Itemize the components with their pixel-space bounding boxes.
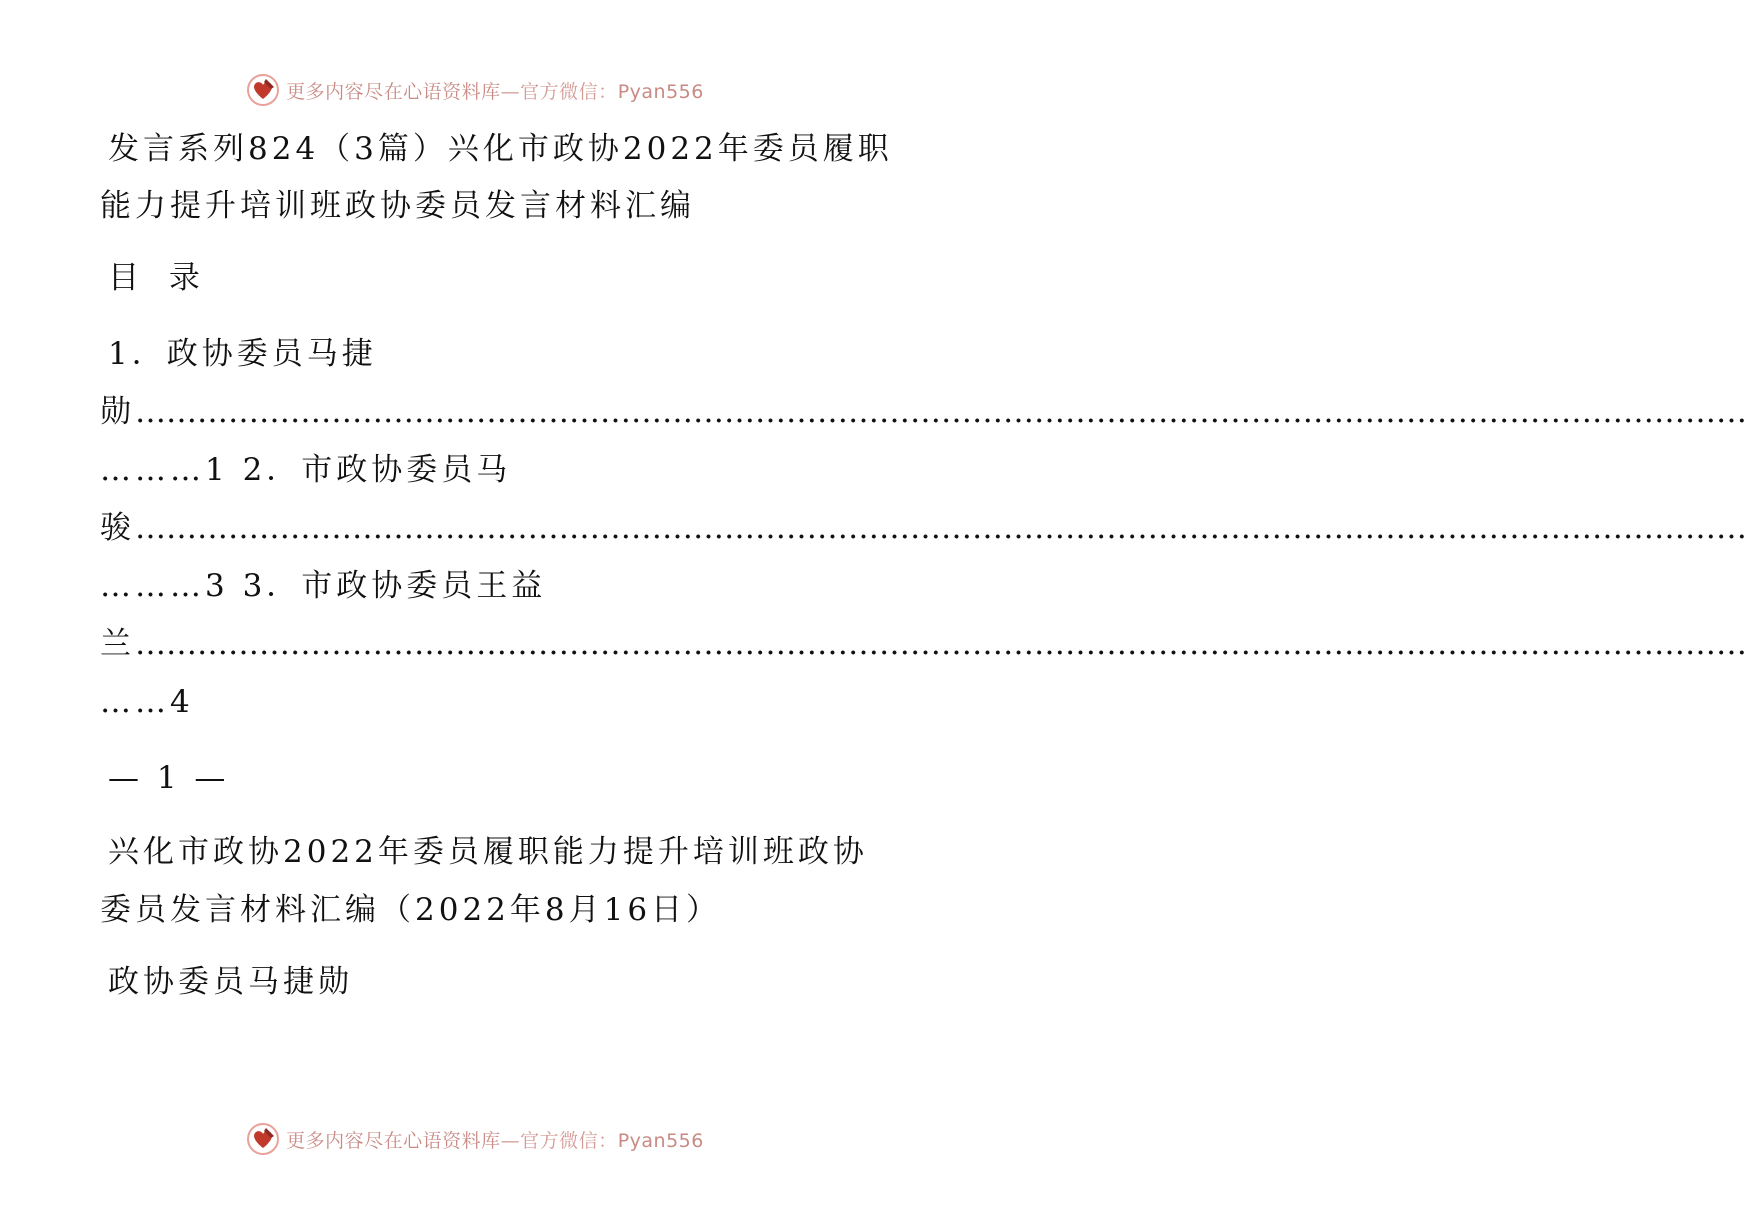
body-title-line-1: 兴化市政协2022年委员履职能力提升培训班政协 [108, 834, 868, 870]
heart-pen-logo-icon [246, 73, 280, 107]
toc-entry-1-name-tail: 勋 [100, 394, 135, 430]
toc-heading: 目 录 [108, 260, 210, 296]
speaker-name: 政协委员马捷勋 [108, 964, 353, 1000]
document-title-line-1: 发言系列824（3篇）兴化市政协2022年委员履职 [108, 131, 893, 167]
document-title-line-2: 能力提升培训班政协委员发言材料汇编 [100, 188, 695, 224]
watermark-text: 更多内容尽在心语资料库—官方微信：Pyan556 [286, 80, 704, 103]
toc-entry-2-start[interactable]: ………1 2．市政协委员马 [100, 452, 512, 488]
body-title-line-2: 委员发言材料汇编（2022年8月16日） [100, 892, 722, 928]
toc-leader-dots: ………………………………………………………………………………………………………………………………………… [135, 394, 1747, 430]
toc-entry-3-dots[interactable] [0, 624, 1747, 664]
toc-entry-2-name-tail: 骏 [100, 510, 135, 546]
toc-entry-1-label[interactable]: 1．政协委员马捷 [108, 336, 377, 372]
heart-pen-logo-icon [246, 1122, 280, 1156]
watermark-footer [0, 1119, 950, 1159]
toc-leader-dots: ………………………………………………………………………………………………………………………………………… [135, 510, 1747, 546]
page-number: — 1 — [108, 760, 230, 796]
toc-entry-1-dots[interactable] [0, 392, 1747, 432]
toc-entry-3-name-tail: 兰 [100, 626, 135, 662]
watermark-text: 更多内容尽在心语资料库—官方微信：Pyan556 [286, 1129, 704, 1152]
watermark-header [0, 70, 950, 110]
toc-entry-3-page[interactable]: ……4 [100, 684, 194, 720]
toc-entry-3-start[interactable]: ………3 3．市政协委员王益 [100, 568, 547, 604]
toc-leader-dots: ………………………………………………………………………………………………………………………………………… [135, 626, 1747, 662]
toc-entry-2-dots[interactable] [0, 508, 1747, 548]
